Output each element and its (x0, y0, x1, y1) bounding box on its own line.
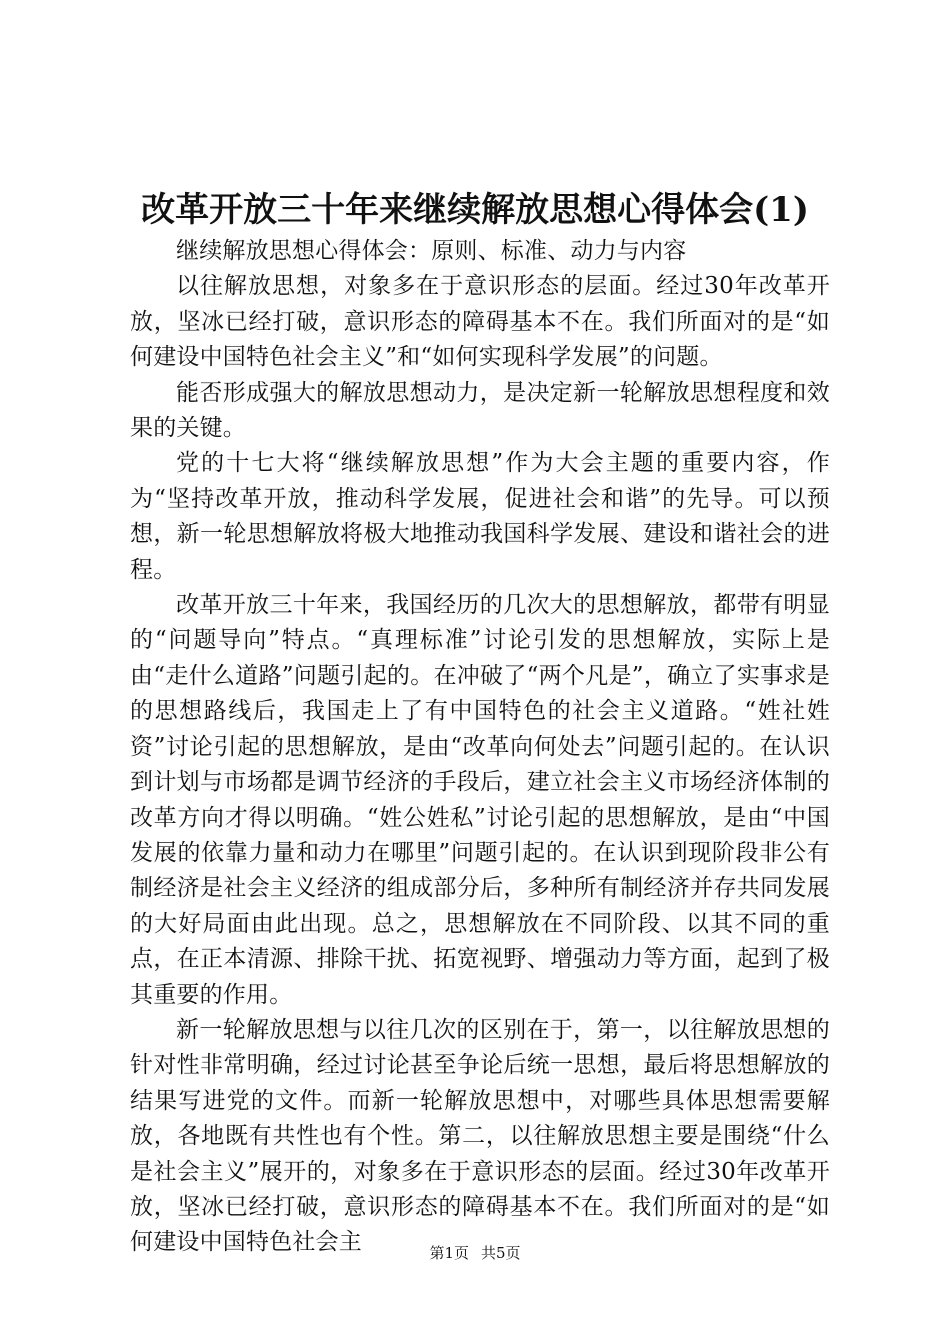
page-total: 共5页 (481, 1244, 521, 1262)
paragraph-subtitle: 继续解放思想心得体会：原则、标准、动力与内容 (176, 238, 687, 264)
paragraph: 党的十七大将“继续解放思想”作为大会主题的重要内容，作为“坚持改革开放，推动科学发展，促进社会和谐”的先导。可以预想，新一轮思想解放将极大地推动我国科学发展、建设和谐社会的进程。 (130, 450, 830, 583)
document-title: 改革开放三十年来继续解放思想心得体会(1) (141, 190, 809, 230)
page-footer (0, 1242, 950, 1264)
document-body (130, 234, 830, 1261)
page-number: 第1页 (429, 1244, 469, 1262)
paragraph: 改革开放三十年来，我国经历的几次大的思想解放，都带有明显的“问题导向”特点。“真理标准”讨论引发的思想解放，实际上是由“走什么道路”问题引起的。在冲破了“两个凡是”，确立了实事求是的思想路线后，我国走上了有中国特色的社会主义道路。“姓社姓资”讨论引起的思想解放，是由“改革向何处去”问题引起的。在认识到计划与市场都是调节经济的手段后，建立社会主义市场经济体制的改革方向才得以明确。“姓公姓私”讨论引起的思想解放，是由“中国发展的依靠力量和动力在哪里”问题引起的。在认识到现阶段非公有制经济是社会主义经济的组成部分后，多种所有制经济并存共同发展的大好局面由此出现。总之，思想解放在不同阶段、以其不同的重点，在正本清源、排除干扰、拓宽视野、增强动力等方面，起到了极其重要的作用。 (130, 592, 830, 1008)
paragraph: 能否形成强大的解放思想动力，是决定新一轮解放思想程度和效果的关键。 (130, 379, 830, 442)
paragraph: 新一轮解放思想与以往几次的区别在于，第一，以往解放思想的针对性非常明确，经过讨论甚至争论后统一思想，最后将思想解放的结果写进党的文件。而新一轮解放思想中，对哪些具体思想需要解放，各地既有共性也有个性。第二，以往解放思想主要是围绕“什么是社会主义”展开的，对象多在于意识形态的层面。经过30年改革开放，坚冰已经打破，意识形态的障碍基本不在。我们所面对的是“如何建设中国特色社会主 (130, 1016, 830, 1256)
paragraph: 以往解放思想，对象多在于意识形态的层面。经过30年改革开放，坚冰已经打破，意识形态的障碍基本不在。我们所面对的是“如何建设中国特色社会主义”和“如何实现科学发展”的问题。 (130, 273, 830, 371)
